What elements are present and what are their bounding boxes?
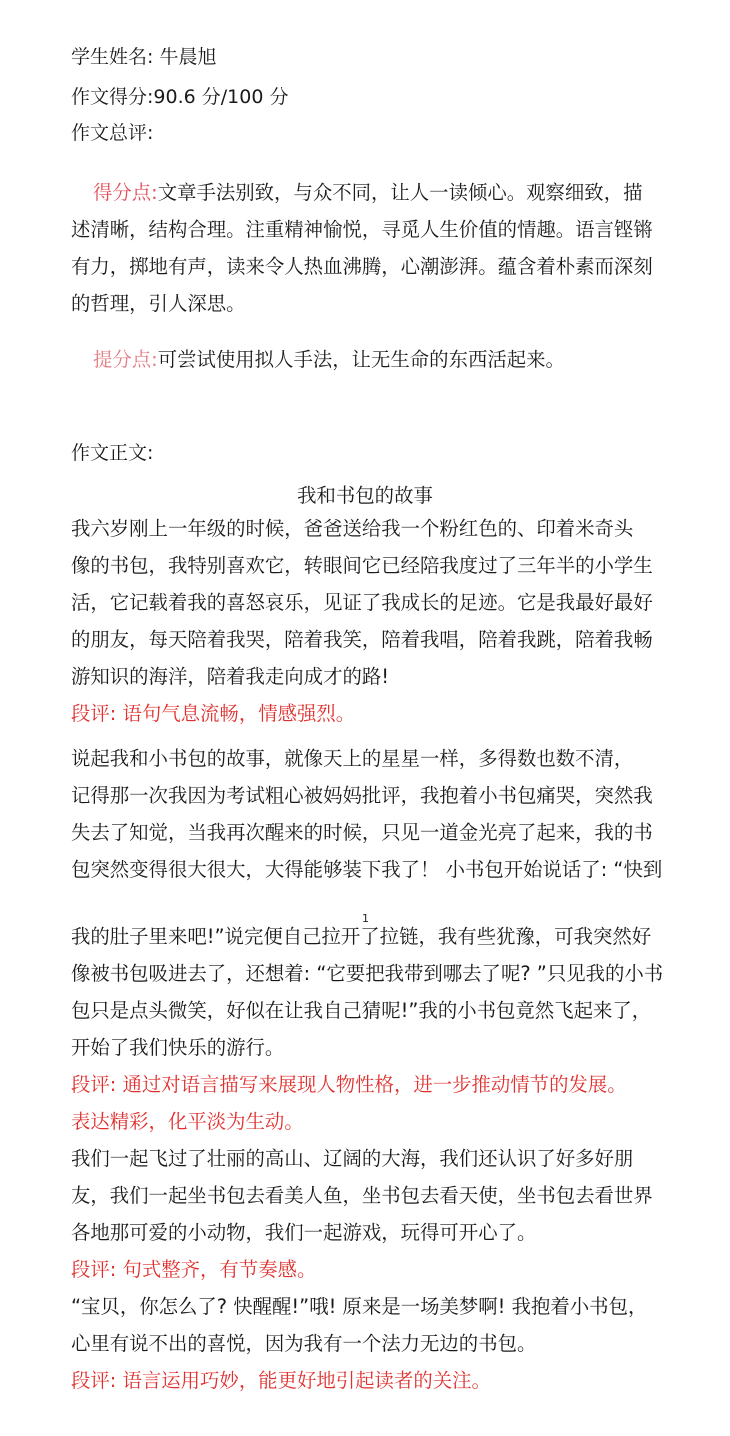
paragraph-line: 各地那可爱的小动物，我们一起游戏，玩得可开心了。 <box>71 1221 537 1244</box>
paragraph-line: 包突然变得很大很大，大得能够装下我了！ 小书包开始说话了: “快到 <box>71 858 663 881</box>
essay-score: 作文得分:90.6 分/100 分 <box>71 86 289 108</box>
paragraph-line: 我的肚子里来吧!”说完便自己拉开了拉链，我有些犹豫，可我突然好 <box>71 925 652 948</box>
paragraph-line: 活，它记载着我的喜怒哀乐，见证了我成长的足迹。它是我最好最好 <box>71 591 653 614</box>
strengths-label: 得分点: <box>93 181 158 204</box>
paragraph-1 <box>71 510 661 732</box>
paragraph-line: 游知识的海洋，陪着我走向成才的路! <box>71 665 390 688</box>
paragraph-comment: 段评: 语言运用巧妙，能更好地引起读者的关注。 <box>71 1369 491 1392</box>
improvement-block <box>71 341 661 378</box>
improvement-text: 可尝试使用拟人手法，让无生命的东西活起来。 <box>157 348 565 371</box>
paragraph-line: 的朋友，每天陪着我哭，陪着我笑，陪着我唱，陪着我跳，陪着我畅 <box>71 628 653 651</box>
strengths-line: 述清晰，结构合理。注重精神愉悦，寻觅人生价值的情趣。语言铿锵 <box>71 218 653 241</box>
student-name: 学生姓名: 牛晨旭 <box>71 46 217 68</box>
paragraph-line: 包只是点头微笑，好似在让我自己猜呢!”我的小书包竟然飞起来了， <box>71 999 652 1022</box>
paragraph-line: 像的书包，我特别喜欢它，转眼间它已经陪我度过了三年半的小学生 <box>71 554 653 577</box>
paragraph-comment: 段评: 句式整齐，有节奏感。 <box>71 1258 317 1281</box>
overall-review-label: 作文总评: <box>71 122 154 144</box>
paragraph-line: 记得那一次我因为考试粗心被妈妈批评，我抱着小书包痛哭，突然我 <box>71 784 653 807</box>
paragraph-comment: 段评: 语句气息流畅，情感强烈。 <box>71 702 356 725</box>
strengths-block <box>71 174 671 322</box>
paragraph-comment: 段评: 通过对语言描写来展现人物性格，进一步推动情节的发展。 <box>71 1073 627 1096</box>
paragraph-line: 我六岁刚上一年级的时候，爸爸送给我一个粉红色的、印着米奇头 <box>71 517 634 540</box>
paragraph-line: 说起我和小书包的故事，就像天上的星星一样，多得数也数不清， <box>71 747 634 770</box>
paragraph-line: 失去了知觉，当我再次醒来的时候，只见一道金光亮了起来，我的书 <box>71 821 653 844</box>
essay-title: 我和书包的故事 <box>297 484 433 507</box>
improvement-label: 提分点: <box>93 348 158 371</box>
essay-body-label: 作文正文: <box>71 442 154 464</box>
paragraph-line: 像被书包吸进去了，还想着: “它要把我带到哪去了呢? ”只见我的小书 <box>71 962 664 985</box>
paragraph-2a <box>71 740 661 888</box>
strengths-line: 的哲理，引人深思。 <box>71 292 246 315</box>
strengths-line: 有力，掷地有声，读来令人热血沸腾，心潮澎湃。蕴含着朴素而深刻 <box>71 255 653 278</box>
paragraph-line: “宝贝，你怎么了? 快醒醒!”哦! 原来是一场美梦啊! 我抱着小书包， <box>71 1295 648 1318</box>
page-number: 1 <box>362 912 369 925</box>
paragraph-line: 我们一起飞过了壮丽的高山、辽阔的大海，我们还认识了好多好朋 <box>71 1147 634 1170</box>
paragraph-comment: 表达精彩，化平淡为生动。 <box>71 1110 304 1133</box>
paragraph-line: 心里有说不出的喜悦，因为我有一个法力无边的书包。 <box>71 1332 537 1355</box>
paragraph-line: 友，我们一起坐书包去看美人鱼，坐书包去看天使，坐书包去看世界 <box>71 1184 653 1207</box>
paragraph-line: 开始了我们快乐的游行。 <box>71 1036 285 1059</box>
strengths-line: 文章手法别致，与众不同，让人一读倾心。观察细致，描 <box>157 181 643 204</box>
paragraph-2b <box>71 918 664 1399</box>
